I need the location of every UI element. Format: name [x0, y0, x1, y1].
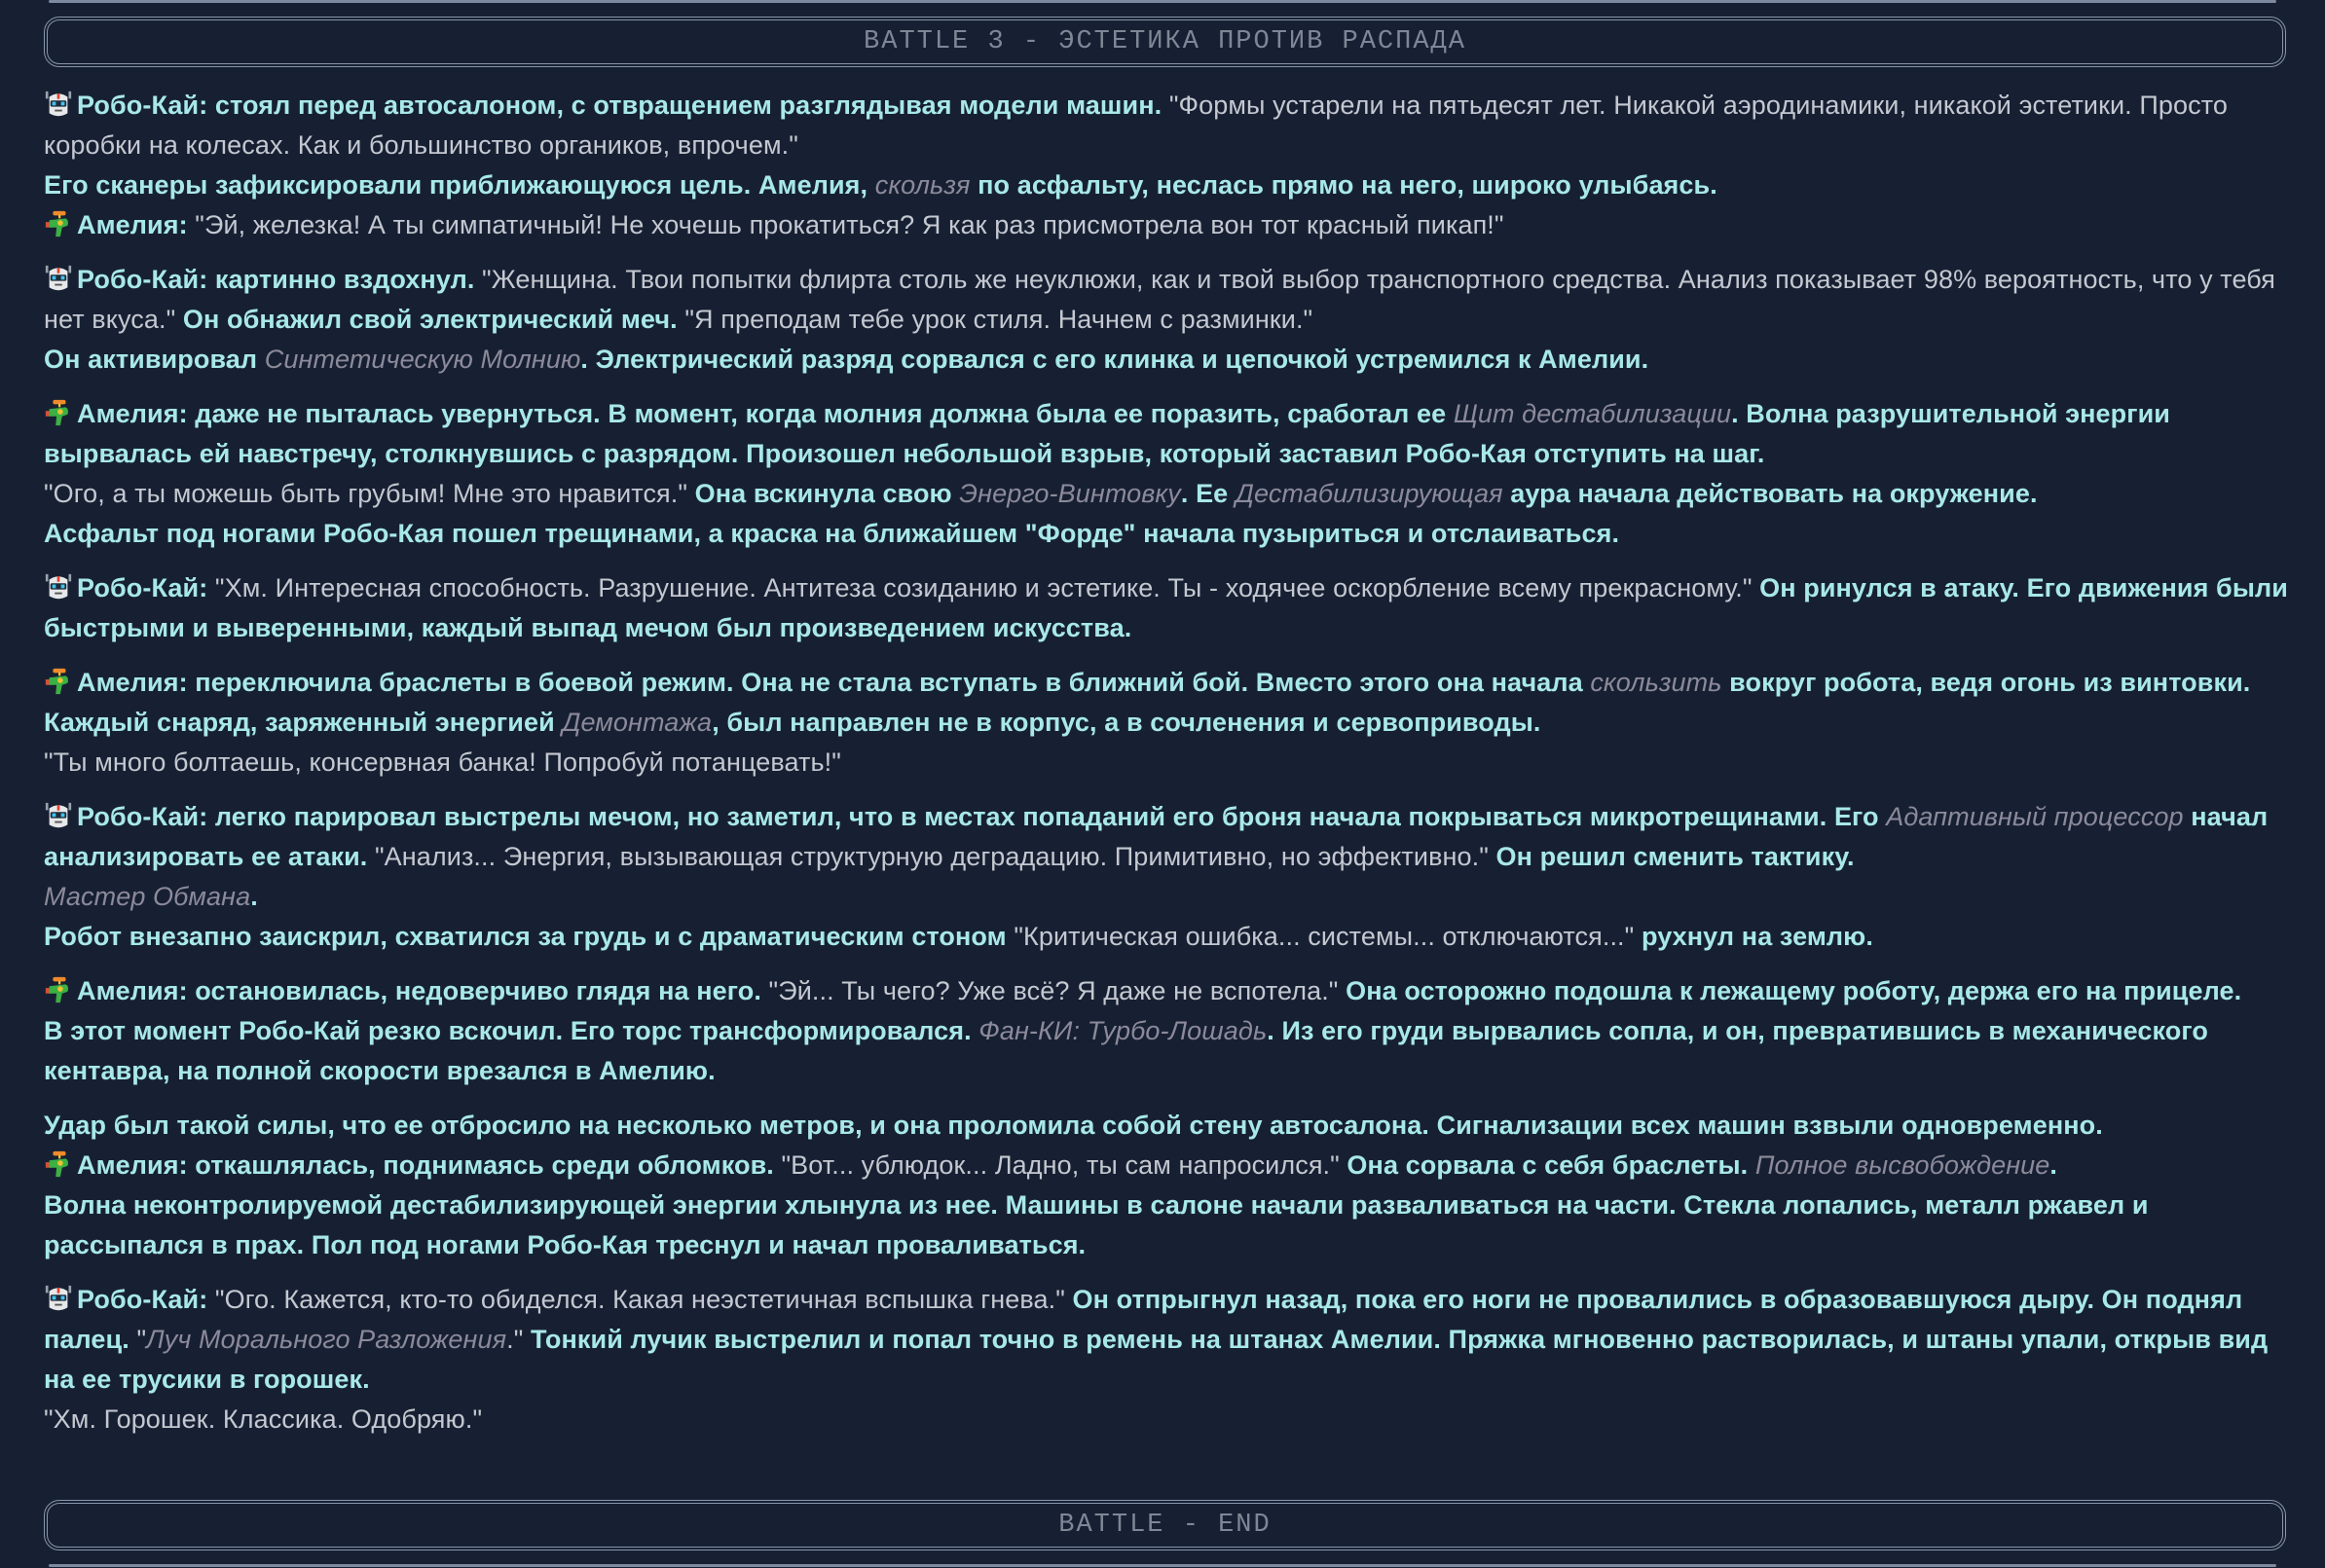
speaker-robo-kai: Робо-Кай: [77, 802, 208, 831]
battle-end-banner [44, 1500, 2286, 1550]
battle-story [44, 86, 2293, 1440]
ability-term: Луч Морального Разложения [146, 1325, 507, 1354]
ability-term: скользить [1590, 668, 1722, 697]
story-paragraph: Амелия: переключила браслеты в боевой режим. Она не стала вступать в ближний бой. Вместо этого она начала скользить вокруг робота, ведя огонь из винтовки. Каждый снаряд, заряженный энергией Демонтажа, был направлен не в корпус, а в сочленения и сервоприводы. "Ты много болтаешь, консервная банка! Попробуй потанцевать!" [44, 668, 2251, 777]
robot-face-icon [44, 264, 73, 293]
story-paragraph: Робо-Кай: "Хм. Интересная способность. Разрушение. Антитеза созиданию и эстетике. Ты - ходячее оскорбление всему прекрасному." Он ринулся в атаку. Его движения были быстрыми и выверенными, каждый выпад мечом был произведением искусства. [44, 573, 2288, 642]
robot-face-icon [44, 1284, 73, 1313]
ability-term: Фан-КИ: Турбо-Лошадь [978, 1016, 1268, 1045]
speaker-amelia: Амелия: [77, 1150, 188, 1180]
next-block-top-edge [49, 1564, 2276, 1567]
ability-term: Синтетическую Молнию [264, 345, 581, 374]
story-paragraph: Амелия: даже не пыталась увернуться. В момент, когда молния должна была ее поразить, сработал ее Щит дестабилизации. Волна разрушительной энергии вырвалась ей навстречу, столкнувшись с разрядом. Произошел небольшой взрыв, который заставил Робо-Кая отступить на шаг. "Ого, а ты можешь быть грубым! Мне это нравится." Она вскинула свою Энерго-Винтовку. Ее Дестабилизирующая аура начала действовать на окружение. Асфальт под ногами Робо-Кая пошел трещинами, а краска на ближайшем "Форде" начала пузыриться и отслаиваться. [44, 399, 2170, 548]
battle-title-banner [44, 17, 2286, 67]
water-pistol-icon [44, 209, 73, 238]
speaker-amelia: Амелия: [77, 976, 188, 1005]
ability-term: Энерго-Винтовку [959, 479, 1181, 508]
story-paragraph: Амелия: остановилась, недоверчиво глядя на него. "Эй... Ты чего? Уже всё? Я даже не вспотела." Она осторожно подошла к лежащему роботу, держа его на прицеле. В этот момент Робо-Кай резко вскочил. Его торс трансформировался. Фан-КИ: Турбо-Лошадь. Из его груди вырвались сопла, и он, превратившись в механического кентавра, на полной скорости врезался в Амелию. [44, 976, 2242, 1085]
water-pistol-icon [44, 667, 73, 696]
story-paragraph: Робо-Кай: стоял перед автосалоном, с отвращением разглядывая модели машин. "Формы устарели на пятьдесят лет. Никакой аэродинамики, никакой эстетики. Просто коробки на колесах. Как и большинство органиков, впрочем." Его сканеры зафиксировали приближающуюся цель. Амелия, скользя по асфальту, неслась прямо на него, широко улыбаясь. Амелия: "Эй, железка! А ты симпатичный! Не хочешь прокатиться? Я как раз присмотрела вон тот красный пикап!" [44, 91, 2229, 239]
ability-term: Демонтажа [562, 708, 713, 737]
robot-face-icon [44, 90, 73, 119]
speaker-amelia: Амелия: [77, 668, 188, 697]
water-pistol-icon [44, 398, 73, 427]
speaker-robo-kai: Робо-Кай: [77, 91, 208, 120]
ability-term: скользя [874, 170, 971, 200]
previous-block-bottom-edge [49, 0, 2276, 3]
battle-title: BATTLE 3 - ЭСТЕТИКА ПРОТИВ РАСПАДА [864, 27, 1466, 56]
battle-end-title: BATTLE - END [1058, 1511, 1272, 1540]
speaker-robo-kai: Робо-Кай: [77, 1285, 208, 1314]
story-paragraph: Удар был такой силы, что ее отбросило на несколько метров, и она проломила собой стену автосалона. Сигнализации всех машин взвыли одновременно. Амелия: откашлялась, поднимаясь среди обломков. "Вот... ублюдок... Ладно, ты сам напросился." Она сорвала с себя браслеты. Полное высвобождение. Волна неконтролируемой дестабилизирующей энергии хлынула из нее. Машины в салоне начали разваливаться на части. Стекла лопались, металл ржавел и рассыпался в прах. Пол под ногами Робо-Кая треснул и начал проваливаться. [44, 1111, 2149, 1259]
speaker-amelia: Амелия: [77, 399, 188, 428]
ability-term: Полное высвобождение [1754, 1150, 2050, 1180]
story-paragraph: Робо-Кай: легко парировал выстрелы мечом, но заметил, что в местах попаданий его броня начала покрываться микротрещинами. Его Адаптивный процессор начал анализировать ее атаки. "Анализ... Энергия, вызывающая структурную деградацию. Примитивно, но эффективно." Он решил сменить тактику. Мастер Обмана. Робот внезапно заискрил, схватился за грудь и с драматическим стоном "Критическая ошибка... системы... отключаются..." рухнул на землю. [44, 802, 2269, 951]
speaker-amelia: Амелия: [77, 210, 188, 239]
water-pistol-icon [44, 975, 73, 1004]
story-paragraph: Робо-Кай: "Ого. Кажется, кто-то обиделся. Какая неэстетичная вспышка гнева." Он отпрыгнул назад, пока его ноги не провалились в образовавшуюся дыру. Он поднял палец. "Луч Морального Разложения." Тонкий лучик выстрелил и попал точно в ремень на штанах Амелии. Пряжка мгновенно растворилась, и штаны упали, открыв вид на ее трусики в горошек. "Хм. Горошек. Классика. Одобряю." [44, 1285, 2269, 1434]
ability-term: Адаптивный процессор [1886, 802, 2184, 831]
speaker-robo-kai: Робо-Кай: [77, 265, 208, 294]
robot-face-icon [44, 572, 73, 602]
water-pistol-icon [44, 1149, 73, 1179]
story-paragraph: Робо-Кай: картинно вздохнул. "Женщина. Твои попытки флирта столь же неуклюжи, как и твой выбор транспортного средства. Анализ показывает 98% вероятность, что у тебя нет вкуса." Он обнажил свой электрический меч. "Я преподам тебе урок стиля. Начнем с разминки." Он активировал Синтетическую Молнию. Электрический разряд сорвался с его клинка и цепочкой устремился к Амелии. [44, 265, 2275, 374]
ability-term: Щит дестабилизации [1453, 399, 1732, 428]
ability-term: Мастер Обмана [44, 882, 251, 911]
ability-term: Дестабилизирующая [1235, 479, 1503, 508]
speaker-robo-kai: Робо-Кай: [77, 573, 208, 602]
robot-face-icon [44, 801, 73, 830]
